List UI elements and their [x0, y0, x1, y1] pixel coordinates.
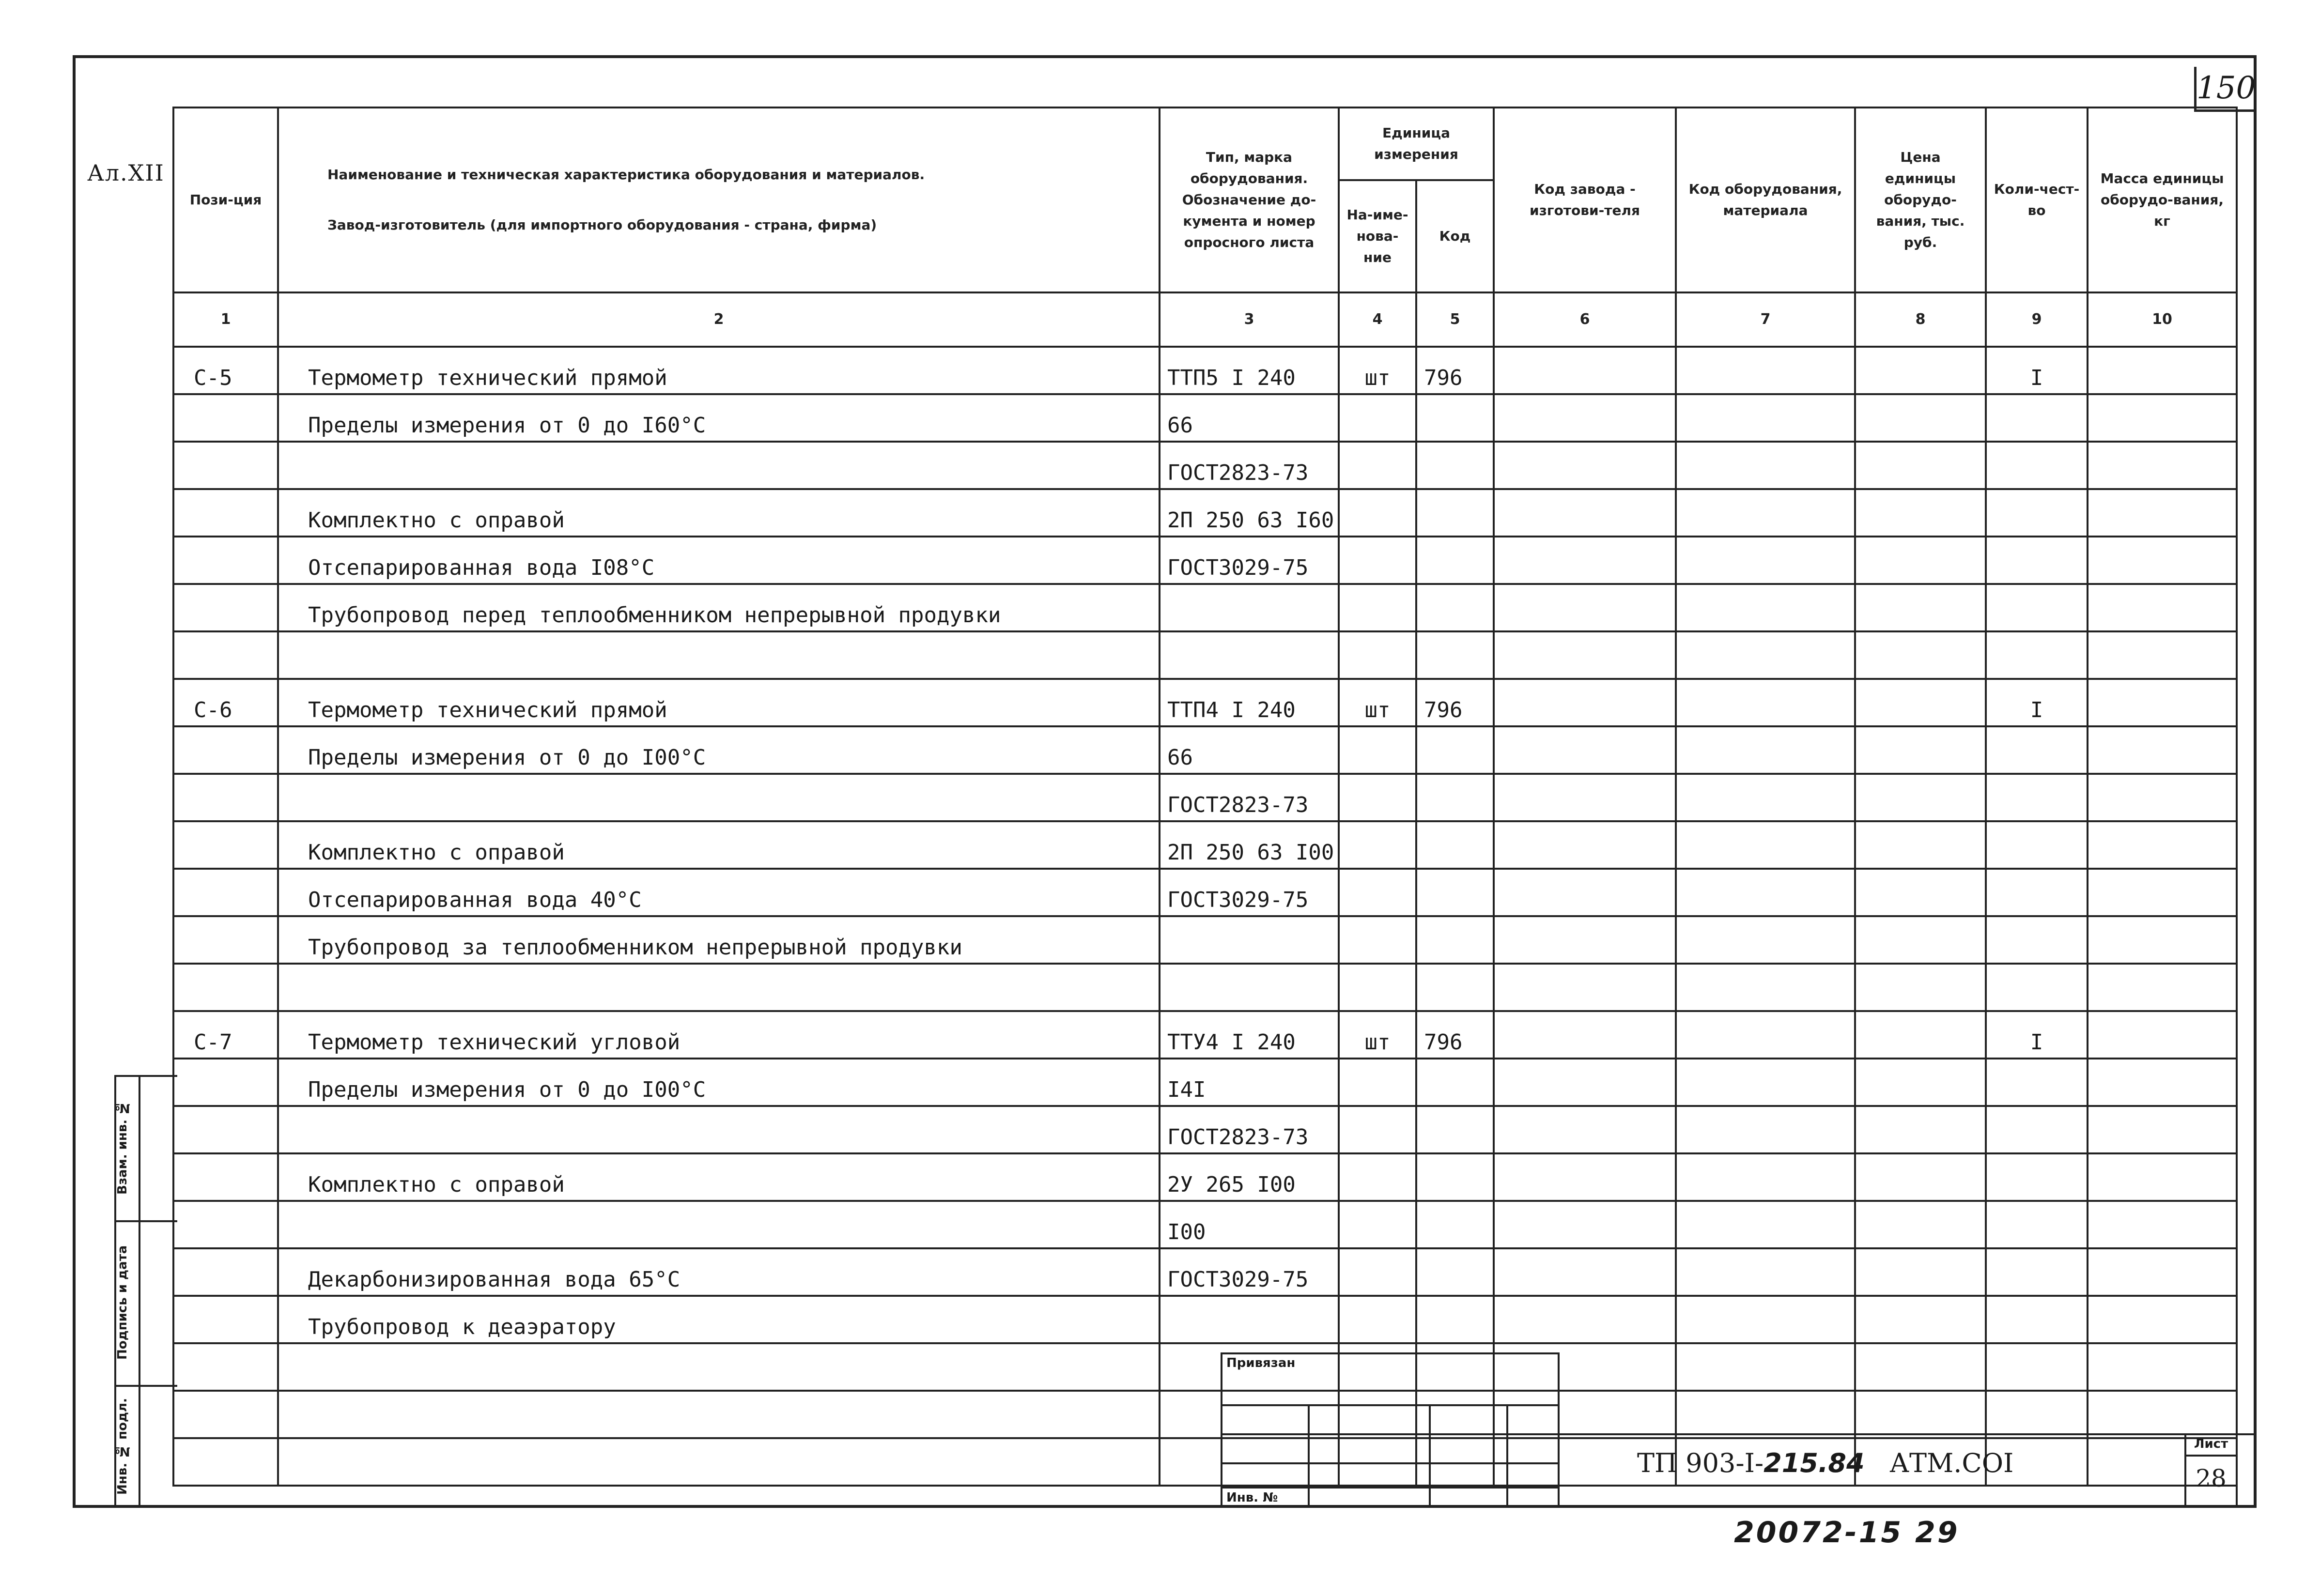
- column-number: 5: [1416, 292, 1494, 347]
- quantity-cell: [1986, 1343, 2088, 1391]
- plant-code-cell: [1494, 1296, 1676, 1343]
- document-code: [1637, 1448, 2013, 1478]
- mass-cell: [2088, 774, 2237, 821]
- unit-name-cell: [1339, 489, 1416, 537]
- mass-cell: [2088, 584, 2237, 631]
- equipment-code-cell: [1676, 1296, 1855, 1343]
- equipment-code-cell: [1676, 631, 1855, 679]
- mass-cell: [2088, 1059, 2237, 1106]
- type-cell: ТТУ4 I 240: [1160, 1011, 1339, 1059]
- equipment-code-cell: [1676, 394, 1855, 442]
- table-row: [173, 916, 2237, 964]
- plant-code-cell: [1494, 679, 1676, 726]
- unit-name-cell: [1339, 1059, 1416, 1106]
- table-row: [173, 584, 2237, 631]
- type-cell: 66: [1160, 394, 1339, 442]
- name-cell: Термометр технический прямой: [278, 679, 1160, 726]
- price-cell: [1855, 347, 1986, 394]
- mass-cell: [2088, 1248, 2237, 1296]
- position-cell: С-5: [173, 347, 278, 394]
- unit-name-cell: шт: [1339, 679, 1416, 726]
- type-cell: [1160, 584, 1339, 631]
- name-cell: [278, 1438, 1160, 1486]
- stamp-divider: [1506, 1404, 1508, 1508]
- quantity-cell: [1986, 1248, 2088, 1296]
- unit-name-cell: шт: [1339, 347, 1416, 394]
- price-cell: [1855, 631, 1986, 679]
- unit-name-cell: [1339, 537, 1416, 584]
- mass-cell: [2088, 1153, 2237, 1201]
- unit-code-cell: [1416, 584, 1494, 631]
- plant-code-cell: [1494, 394, 1676, 442]
- price-cell: [1855, 1153, 1986, 1201]
- unit-code-cell: [1416, 869, 1494, 916]
- position-cell: [173, 1391, 278, 1438]
- column-number: 10: [2088, 292, 2237, 347]
- position-cell: [173, 537, 278, 584]
- type-cell: 66: [1160, 726, 1339, 774]
- position-cell: [173, 869, 278, 916]
- type-cell: ГОСТ3029-75: [1160, 537, 1339, 584]
- quantity-cell: [1986, 916, 2088, 964]
- price-cell: [1855, 916, 1986, 964]
- name-cell: Трубопровод к деаэратору: [278, 1296, 1160, 1343]
- table-row: [173, 1106, 2237, 1153]
- mass-cell: [2088, 631, 2237, 679]
- stamp-divider: [1429, 1404, 1431, 1508]
- column-number: 2: [278, 292, 1160, 347]
- plant-code-cell: [1494, 869, 1676, 916]
- price-cell: [1855, 442, 1986, 489]
- equipment-code-cell: [1676, 1153, 1855, 1201]
- mass-cell: [2088, 347, 2237, 394]
- header-plant-code: Код завода - изготови-теля: [1494, 107, 1676, 292]
- header-unit-name: На-име-нова-ние: [1339, 180, 1416, 292]
- price-cell: [1855, 964, 1986, 1011]
- unit-code-cell: [1416, 442, 1494, 489]
- column-number: 4: [1339, 292, 1416, 347]
- name-cell: [278, 1391, 1160, 1438]
- name-cell: Отсепарированная вода 40°С: [278, 869, 1160, 916]
- position-cell: [173, 1153, 278, 1201]
- name-cell: Термометр технический угловой: [278, 1011, 1160, 1059]
- stamp-rule: [1221, 1404, 1560, 1406]
- equipment-code-cell: [1676, 1011, 1855, 1059]
- header-quantity: Коли-чест-во: [1986, 107, 2088, 292]
- name-cell: Отсепарированная вода I08°С: [278, 537, 1160, 584]
- price-cell: [1855, 1296, 1986, 1343]
- quantity-cell: I: [1986, 679, 2088, 726]
- type-cell: I00: [1160, 1201, 1339, 1248]
- side-stamp-rule: [114, 1220, 177, 1222]
- unit-name-cell: [1339, 1201, 1416, 1248]
- equipment-code-cell: [1676, 584, 1855, 631]
- equipment-code-cell: [1676, 679, 1855, 726]
- mass-cell: [2088, 537, 2237, 584]
- album-label: Ал.XII: [87, 160, 165, 186]
- table-row: [173, 821, 2237, 869]
- equipment-code-cell: [1676, 774, 1855, 821]
- unit-code-cell: [1416, 1201, 1494, 1248]
- quantity-cell: [1986, 631, 2088, 679]
- plant-code-cell: [1494, 489, 1676, 537]
- table-row: [173, 679, 2237, 726]
- stamp-divider: [1308, 1404, 1310, 1508]
- type-cell: ГОСТ2823-73: [1160, 774, 1339, 821]
- price-cell: [1855, 1059, 1986, 1106]
- side-label-signature-date: Подпись и дата: [115, 1245, 130, 1360]
- document-code-prefix: ТП 903-I-: [1637, 1448, 1764, 1478]
- plant-code-cell: [1494, 1011, 1676, 1059]
- plant-code-cell: [1494, 1106, 1676, 1153]
- table-row: [173, 537, 2237, 584]
- plant-code-cell: [1494, 916, 1676, 964]
- type-cell: ГОСТ2823-73: [1160, 442, 1339, 489]
- table-row: [173, 964, 2237, 1011]
- header-type: Тип, марка оборудования. Обозначение до-кумента и номер опросного листа: [1160, 107, 1339, 292]
- document-code-handwritten: 215.84: [1764, 1448, 1865, 1478]
- quantity-cell: [1986, 1059, 2088, 1106]
- price-cell: [1855, 1106, 1986, 1153]
- mass-cell: [2088, 1011, 2237, 1059]
- table-row: [173, 869, 2237, 916]
- table-row: [173, 1201, 2237, 1248]
- table-row: [173, 1248, 2237, 1296]
- unit-code-cell: [1416, 1106, 1494, 1153]
- quantity-cell: [1986, 1296, 2088, 1343]
- plant-code-cell: [1494, 726, 1676, 774]
- type-cell: ГОСТ2823-73: [1160, 1106, 1339, 1153]
- unit-code-cell: [1416, 537, 1494, 584]
- type-cell: ТТП5 I 240: [1160, 347, 1339, 394]
- price-cell: [1855, 1391, 1986, 1438]
- unit-code-cell: [1416, 1296, 1494, 1343]
- side-stamp-divider: [139, 1075, 140, 1508]
- stamp-rule: [1221, 1462, 1560, 1464]
- name-cell: Комплектно с оправой: [278, 1153, 1160, 1201]
- equipment-code-cell: [1676, 442, 1855, 489]
- position-cell: [173, 394, 278, 442]
- unit-name-cell: [1339, 964, 1416, 1011]
- position-cell: [173, 631, 278, 679]
- type-cell: [1160, 916, 1339, 964]
- equipment-code-cell: [1676, 347, 1855, 394]
- quantity-cell: [1986, 774, 2088, 821]
- unit-name-cell: [1339, 631, 1416, 679]
- price-cell: [1855, 394, 1986, 442]
- type-cell: 2П 250 63 I60: [1160, 489, 1339, 537]
- table-row: [173, 442, 2237, 489]
- table-row: [173, 394, 2237, 442]
- unit-name-cell: [1339, 442, 1416, 489]
- unit-name-cell: [1339, 1153, 1416, 1201]
- plant-code-cell: [1494, 964, 1676, 1011]
- unit-name-cell: [1339, 1106, 1416, 1153]
- quantity-cell: [1986, 584, 2088, 631]
- table-row: [173, 726, 2237, 774]
- unit-code-cell: 796: [1416, 1011, 1494, 1059]
- mass-cell: [2088, 394, 2237, 442]
- unit-name-cell: [1339, 916, 1416, 964]
- name-cell: [278, 964, 1160, 1011]
- type-cell: 2У 265 I00: [1160, 1153, 1339, 1201]
- side-label-original-inv: Инв. № подл.: [115, 1398, 130, 1495]
- column-number: 8: [1855, 292, 1986, 347]
- price-cell: [1855, 726, 1986, 774]
- quantity-cell: [1986, 1201, 2088, 1248]
- equipment-code-cell: [1676, 821, 1855, 869]
- mass-cell: [2088, 442, 2237, 489]
- name-cell: Комплектно с оправой: [278, 489, 1160, 537]
- stamp-inv-label: Инв. №: [1226, 1490, 1278, 1505]
- column-number: 1: [173, 292, 278, 347]
- table-row: [173, 774, 2237, 821]
- table-row: [173, 1296, 2237, 1343]
- price-cell: [1855, 584, 1986, 631]
- unit-name-cell: шт: [1339, 1011, 1416, 1059]
- mass-cell: [2088, 1201, 2237, 1248]
- price-cell: [1855, 821, 1986, 869]
- column-number: 7: [1676, 292, 1855, 347]
- name-cell: Трубопровод перед теплообменником непрерывной продувки: [278, 584, 1160, 631]
- position-cell: [173, 489, 278, 537]
- unit-code-cell: 796: [1416, 679, 1494, 726]
- plant-code-cell: [1494, 1153, 1676, 1201]
- price-cell: [1855, 489, 1986, 537]
- plant-code-cell: [1494, 1248, 1676, 1296]
- plant-code-cell: [1494, 1059, 1676, 1106]
- unit-code-cell: [1416, 1248, 1494, 1296]
- header-name-line1: Наименование и техническая характеристика оборудования и материалов.: [327, 167, 925, 183]
- unit-code-cell: [1416, 1059, 1494, 1106]
- table-row: [173, 347, 2237, 394]
- unit-name-cell: [1339, 394, 1416, 442]
- unit-name-cell: [1339, 869, 1416, 916]
- stamp-linked-label: Привязан: [1226, 1356, 1296, 1370]
- unit-name-cell: [1339, 1296, 1416, 1343]
- header-position: Пози-ция: [173, 107, 278, 292]
- header-unit-code: Код: [1416, 180, 1494, 292]
- name-cell: [278, 631, 1160, 679]
- name-cell: Пределы измерения от 0 до I60°С: [278, 394, 1160, 442]
- table-row: [173, 631, 2237, 679]
- unit-code-cell: [1416, 964, 1494, 1011]
- type-cell: ГОСТ3029-75: [1160, 869, 1339, 916]
- table-row: [173, 1153, 2237, 1201]
- price-cell: [1855, 774, 1986, 821]
- plant-code-cell: [1494, 1201, 1676, 1248]
- name-cell: [278, 442, 1160, 489]
- unit-code-cell: [1416, 726, 1494, 774]
- position-cell: С-7: [173, 1011, 278, 1059]
- quantity-cell: [1986, 869, 2088, 916]
- equipment-code-cell: [1676, 1201, 1855, 1248]
- type-cell: [1160, 1296, 1339, 1343]
- price-cell: [1855, 537, 1986, 584]
- unit-name-cell: [1339, 821, 1416, 869]
- price-cell: [1855, 869, 1986, 916]
- position-cell: [173, 584, 278, 631]
- equipment-code-cell: [1676, 916, 1855, 964]
- name-cell: [278, 1106, 1160, 1153]
- equipment-code-cell: [1676, 964, 1855, 1011]
- table-row: [173, 1059, 2237, 1106]
- header-equipment-code: Код оборудования, материала: [1676, 107, 1855, 292]
- unit-code-cell: [1416, 774, 1494, 821]
- quantity-cell: [1986, 1391, 2088, 1438]
- unit-name-cell: [1339, 1248, 1416, 1296]
- equipment-code-cell: [1676, 1059, 1855, 1106]
- equipment-code-cell: [1676, 537, 1855, 584]
- name-cell: [278, 1343, 1160, 1391]
- header-name-line2: Завод-изготовитель (для импортного оборудования - страна, фирма): [327, 217, 877, 233]
- quantity-cell: [1986, 964, 2088, 1011]
- equipment-code-cell: [1676, 489, 1855, 537]
- equipment-code-cell: [1676, 869, 1855, 916]
- price-cell: [1855, 1011, 1986, 1059]
- unit-code-cell: [1416, 631, 1494, 679]
- mass-cell: [2088, 1391, 2237, 1438]
- plant-code-cell: [1494, 442, 1676, 489]
- column-number: 9: [1986, 292, 2088, 347]
- header-mass: Масса единицы оборудо-вания, кг: [2088, 107, 2237, 292]
- mass-cell: [2088, 726, 2237, 774]
- plant-code-cell: [1494, 347, 1676, 394]
- quantity-cell: [1986, 537, 2088, 584]
- position-cell: [173, 1343, 278, 1391]
- price-cell: [1855, 1248, 1986, 1296]
- plant-code-cell: [1494, 584, 1676, 631]
- quantity-cell: [1986, 394, 2088, 442]
- column-number: 6: [1494, 292, 1676, 347]
- position-cell: [173, 1438, 278, 1486]
- mass-cell: [2088, 1106, 2237, 1153]
- position-cell: [173, 964, 278, 1011]
- quantity-cell: [1986, 442, 2088, 489]
- page-number: 150: [2194, 67, 2255, 112]
- name-cell: Трубопровод за теплообменником непрерывной продувки: [278, 916, 1160, 964]
- stamp-rule: [1221, 1433, 1560, 1435]
- name-cell: Пределы измерения от 0 до I00°С: [278, 1059, 1160, 1106]
- price-cell: [1855, 679, 1986, 726]
- type-cell: [1160, 964, 1339, 1011]
- plant-code-cell: [1494, 537, 1676, 584]
- header-name: [278, 107, 1160, 292]
- position-cell: [173, 821, 278, 869]
- unit-code-cell: [1416, 916, 1494, 964]
- table-row: [173, 1391, 2237, 1438]
- side-label-replace-inv: Взам. инв. №: [115, 1100, 130, 1195]
- plant-code-cell: [1494, 774, 1676, 821]
- side-stamp-rule: [114, 1385, 177, 1387]
- type-cell: ГОСТ3029-75: [1160, 1248, 1339, 1296]
- position-cell: [173, 1296, 278, 1343]
- unit-code-cell: [1416, 821, 1494, 869]
- price-cell: [1855, 1201, 1986, 1248]
- position-cell: [173, 726, 278, 774]
- equipment-code-cell: [1676, 1106, 1855, 1153]
- position-cell: [173, 442, 278, 489]
- equipment-code-cell: [1676, 1391, 1855, 1438]
- unit-code-cell: [1416, 489, 1494, 537]
- table-row: [173, 489, 2237, 537]
- equipment-code-cell: [1676, 1248, 1855, 1296]
- position-cell: [173, 1248, 278, 1296]
- sheet-box: [2184, 1433, 2238, 1508]
- archive-number: 20072-15 29: [1734, 1516, 1960, 1550]
- stamp-rule: [1221, 1487, 1560, 1489]
- equipment-code-cell: [1676, 1343, 1855, 1391]
- name-cell: [278, 1201, 1160, 1248]
- unit-name-cell: [1339, 726, 1416, 774]
- mass-cell: [2088, 964, 2237, 1011]
- unit-code-cell: [1416, 1153, 1494, 1201]
- quantity-cell: [1986, 1106, 2088, 1153]
- mass-cell: [2088, 869, 2237, 916]
- name-cell: Декарбонизированная вода 65°С: [278, 1248, 1160, 1296]
- column-number: 3: [1160, 292, 1339, 347]
- position-cell: [173, 774, 278, 821]
- quantity-cell: [1986, 1153, 2088, 1201]
- position-cell: [173, 1059, 278, 1106]
- quantity-cell: [1986, 821, 2088, 869]
- mass-cell: [2088, 489, 2237, 537]
- mass-cell: [2088, 679, 2237, 726]
- name-cell: Термометр технический прямой: [278, 347, 1160, 394]
- quantity-cell: [1986, 726, 2088, 774]
- mass-cell: [2088, 916, 2237, 964]
- position-cell: [173, 916, 278, 964]
- name-cell: Комплектно с оправой: [278, 821, 1160, 869]
- mass-cell: [2088, 1296, 2237, 1343]
- link-stamp: [1221, 1352, 1560, 1507]
- position-cell: С-6: [173, 679, 278, 726]
- name-cell: Пределы измерения от 0 до I00°С: [278, 726, 1160, 774]
- position-cell: [173, 1106, 278, 1153]
- mass-cell: [2088, 1343, 2237, 1391]
- mass-cell: [2088, 821, 2237, 869]
- equipment-code-cell: [1676, 726, 1855, 774]
- plant-code-cell: [1494, 631, 1676, 679]
- header-price: Цена единицы оборудо-вания, тыс. руб.: [1855, 107, 1986, 292]
- plant-code-cell: [1494, 821, 1676, 869]
- table-row: [173, 1011, 2237, 1059]
- quantity-cell: I: [1986, 347, 2088, 394]
- quantity-cell: [1986, 489, 2088, 537]
- type-cell: I4I: [1160, 1059, 1339, 1106]
- type-cell: 2П 250 63 I00: [1160, 821, 1339, 869]
- sheet-label: Лист: [2186, 1433, 2236, 1457]
- quantity-cell: I: [1986, 1011, 2088, 1059]
- document-code-suffix: АТМ.СОI: [1889, 1448, 2014, 1478]
- unit-name-cell: [1339, 584, 1416, 631]
- unit-code-cell: 796: [1416, 347, 1494, 394]
- table-row: [173, 1343, 2237, 1391]
- price-cell: [1855, 1343, 1986, 1391]
- header-unit: Единица измерения: [1339, 107, 1494, 180]
- sheet-number: 28: [2196, 1464, 2227, 1492]
- type-cell: ТТП4 I 240: [1160, 679, 1339, 726]
- unit-name-cell: [1339, 774, 1416, 821]
- position-cell: [173, 1201, 278, 1248]
- name-cell: [278, 774, 1160, 821]
- unit-code-cell: [1416, 394, 1494, 442]
- specification-table: [172, 107, 2238, 1487]
- type-cell: [1160, 631, 1339, 679]
